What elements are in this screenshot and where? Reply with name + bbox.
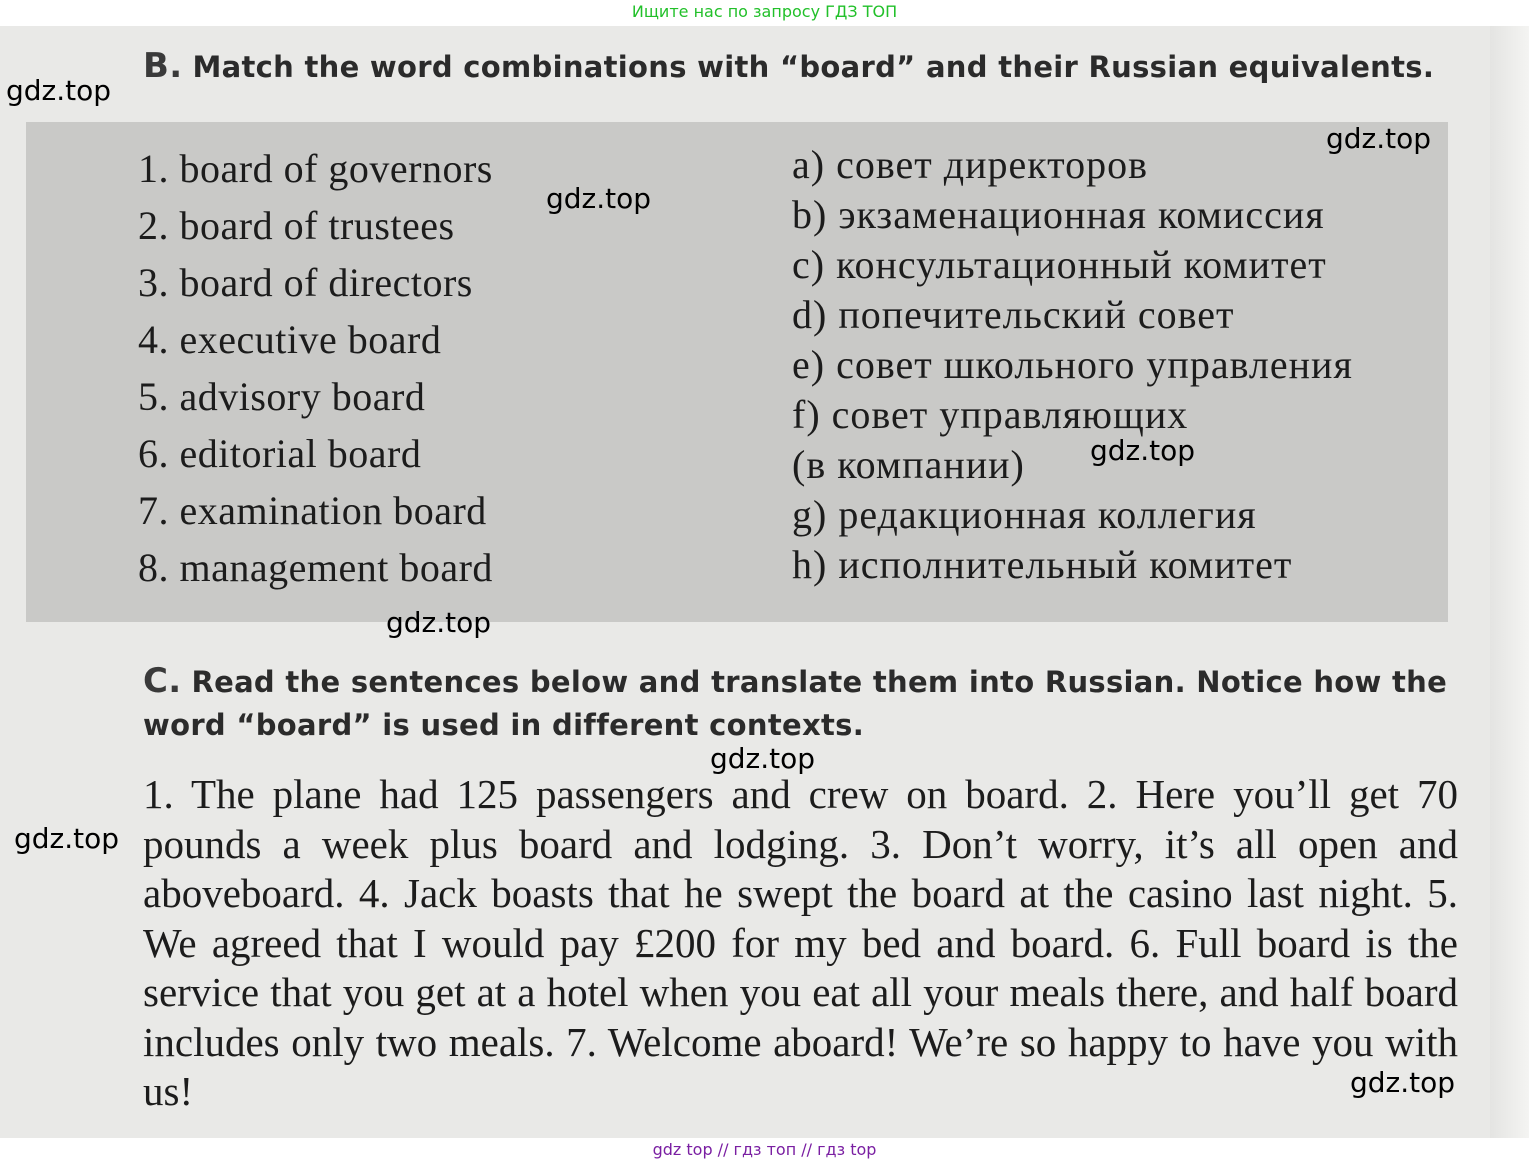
watermark: gdz.top — [14, 822, 120, 855]
russian-equivalent: (в компании) — [792, 442, 1025, 487]
section-c-heading-text: Read the sentences below and translate them into Russian. Notice how the word “board” is used in different contexts. — [143, 665, 1448, 742]
section-b-heading — [143, 46, 1434, 86]
english-term: 4. executive board — [138, 317, 442, 362]
english-term: 5. advisory board — [138, 374, 426, 419]
russian-equivalent: c) консультационный комитет — [792, 242, 1327, 287]
russian-equivalent: g) редакционная коллегия — [792, 492, 1257, 537]
watermark: gdz.top — [1350, 1066, 1456, 1099]
section-c-sentences: 1. The plane had 125 passengers and crew on board. 2. Here you’ll get 70 pounds a week plus board and lodging. 3. Don’t worry, it’s all open and aboveboard. 4. Jack boasts that he swept the board at the casino last night. 5. We agreed that I would pay £200 for my bed and board. 6. Full board is the service that you get at a hotel when you eat all your meals there, and half board includes only two meals. 7. Welcome aboard! We’re so happy to have you with us! — [143, 771, 1458, 1114]
section-c-letter: C. — [143, 661, 182, 701]
section-b-heading-text: Match the word combinations with “board” and their Russian equivalents. — [192, 50, 1435, 84]
top-banner[interactable]: Ищите нас по запросу ГДЗ ТОП — [631, 2, 898, 21]
english-term: 1. board of governors — [138, 146, 493, 191]
watermark: gdz.top — [546, 182, 652, 215]
section-b-letter: B. — [143, 46, 183, 86]
watermark: gdz.top — [710, 742, 816, 775]
russian-equivalent: d) попечительский совет — [792, 292, 1235, 337]
english-term: 6. editorial board — [138, 431, 422, 476]
watermark: gdz.top — [1326, 122, 1432, 155]
english-term: 8. management board — [138, 545, 493, 590]
russian-equivalents-list — [792, 140, 1353, 590]
russian-equivalent: e) совет школьного управления — [792, 342, 1353, 387]
watermark: gdz.top — [386, 606, 492, 639]
english-term: 2. board of trustees — [138, 203, 455, 248]
russian-equivalent: f) совет управляющих — [792, 392, 1189, 437]
footer-links[interactable]: gdz top // гдз топ // гдз top — [652, 1140, 877, 1159]
russian-equivalent: h) исполнительный комитет — [792, 542, 1293, 587]
english-term: 3. board of directors — [138, 260, 473, 305]
watermark: gdz.top — [1090, 434, 1196, 467]
page-edge-shadow — [1490, 26, 1529, 1138]
english-terms-list — [138, 140, 493, 596]
section-c-heading — [143, 660, 1463, 747]
watermark: gdz.top — [6, 74, 112, 107]
russian-equivalent: a) совет директоров — [792, 142, 1148, 187]
russian-equivalent: b) экзаменационная комиссия — [792, 192, 1325, 237]
english-term: 7. examination board — [138, 488, 487, 533]
